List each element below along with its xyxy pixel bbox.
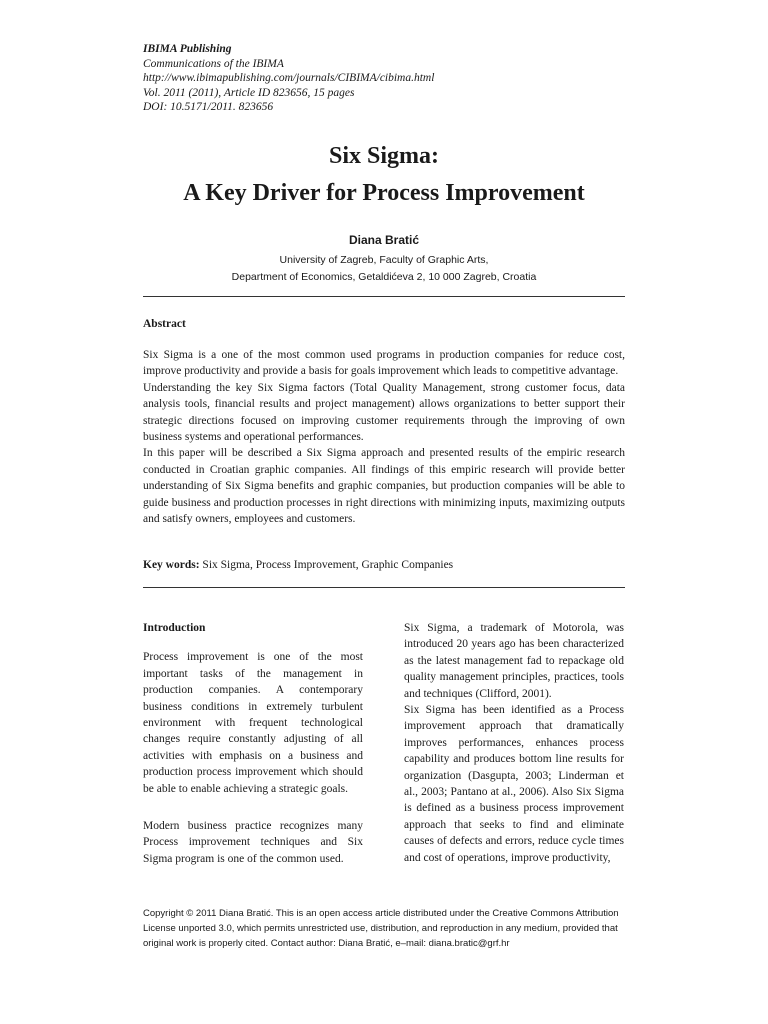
- abstract-heading: Abstract: [143, 318, 186, 330]
- publisher: IBIMA Publishing: [143, 43, 232, 55]
- journal-url[interactable]: http://www.ibimapublishing.com/journals/CIBIMA/cibima.html: [143, 72, 435, 85]
- journal-header: [143, 42, 434, 115]
- abstract-body: [143, 347, 625, 527]
- volume-info: Vol. 2011 (2011), Article ID 823656, 15 pages: [143, 86, 355, 99]
- affiliation-line1: University of Zagreb, Faculty of Graphic Arts,: [279, 254, 489, 266]
- left-column: [143, 620, 363, 867]
- keywords: [143, 559, 625, 571]
- author-name: Diana Bratić: [348, 233, 420, 247]
- abstract-paragraph: Six Sigma is a one of the most common used programs in production companies for reduce cost, improve productivity and provide a basis for goals improvement which leads to competitive advantage.: [143, 349, 625, 378]
- journal-name: Communications of the IBIMA: [143, 57, 284, 70]
- keywords-label: Key words:: [143, 559, 200, 571]
- body-paragraph: Six Sigma, a trademark of Motorola, was introduced 20 years ago has been characterized as the latest management fad to repackage old quality management principles, practices, tools and techniques (Clifford, 2001).: [404, 622, 624, 700]
- keywords-value: Six Sigma, Process Improvement, Graphic Companies: [202, 559, 454, 571]
- paper-title-line2: A Key Driver for Process Improvement: [183, 180, 585, 206]
- copyright-footer: Copyright © 2011 Diana Bratić. This is an open access article distributed under the Creative Commons Attribution License unported 3.0, which permits unrestricted use, distribution, and reproduction in any medium, provided that original work is properly cited. Contact author: Diana Bratić, e–mail: diana.bratic@grf.hr: [143, 908, 619, 950]
- abstract-paragraph: In this paper will be described a Six Sigma approach and presented results of the empiric research conducted in Croatian graphic companies. All findings of this empiric research will provide better understanding of Six Sigma benefits and graphic companies, but production companies will be able to guide business and production processes in right directions with minimizing inputs, maximizing outputs and satisfy owners, employees and customers.: [143, 447, 625, 526]
- paragraph-gap: [143, 797, 363, 818]
- body-paragraph: Six Sigma has been identified as a Process improvement approach that dramatically improves performances, enhances process capability and produces bottom line results for organization (Dasgupta, 2003; Linderman et al., 2003; Pantano at al., 2006). Also Six Sigma is defined as a business process improvement approach that seeks to find and eliminate causes of defects and errors, reduce cycle times and cost of operations, improve productivity,: [404, 704, 624, 864]
- paper-title-line1: Six Sigma:: [328, 143, 439, 169]
- doi: DOI: 10.5171/2011. 823656: [143, 101, 274, 114]
- introduction-heading: Introduction: [143, 622, 206, 634]
- introduction-paragraph: Modern business practice recognizes many Process improvement techniques and Six Sigma program is one of the common used.: [143, 820, 363, 865]
- divider-top: [143, 296, 625, 297]
- divider-bottom: [143, 587, 625, 588]
- affiliation-line2: Department of Economics, Getaldićeva 2, 10 000 Zagreb, Croatia: [231, 271, 537, 283]
- abstract-paragraph: Understanding the key Six Sigma factors (Total Quality Management, strong customer focus, data analysis tools, financial results and project management) allows organizations to better support their strategic directions focused on improving customer requirements through the improving of own business systems and operational performances.: [143, 381, 625, 444]
- right-column: [404, 620, 624, 866]
- introduction-paragraph: Process improvement is one of the most important tasks of the management in production companies. A contemporary business conditions in extremely turbulent environment with frequent technological changes require constantly adjusting of all activities with emphasis on a business and production process improvement which should be able to enable achieving a strategic goals.: [143, 651, 363, 795]
